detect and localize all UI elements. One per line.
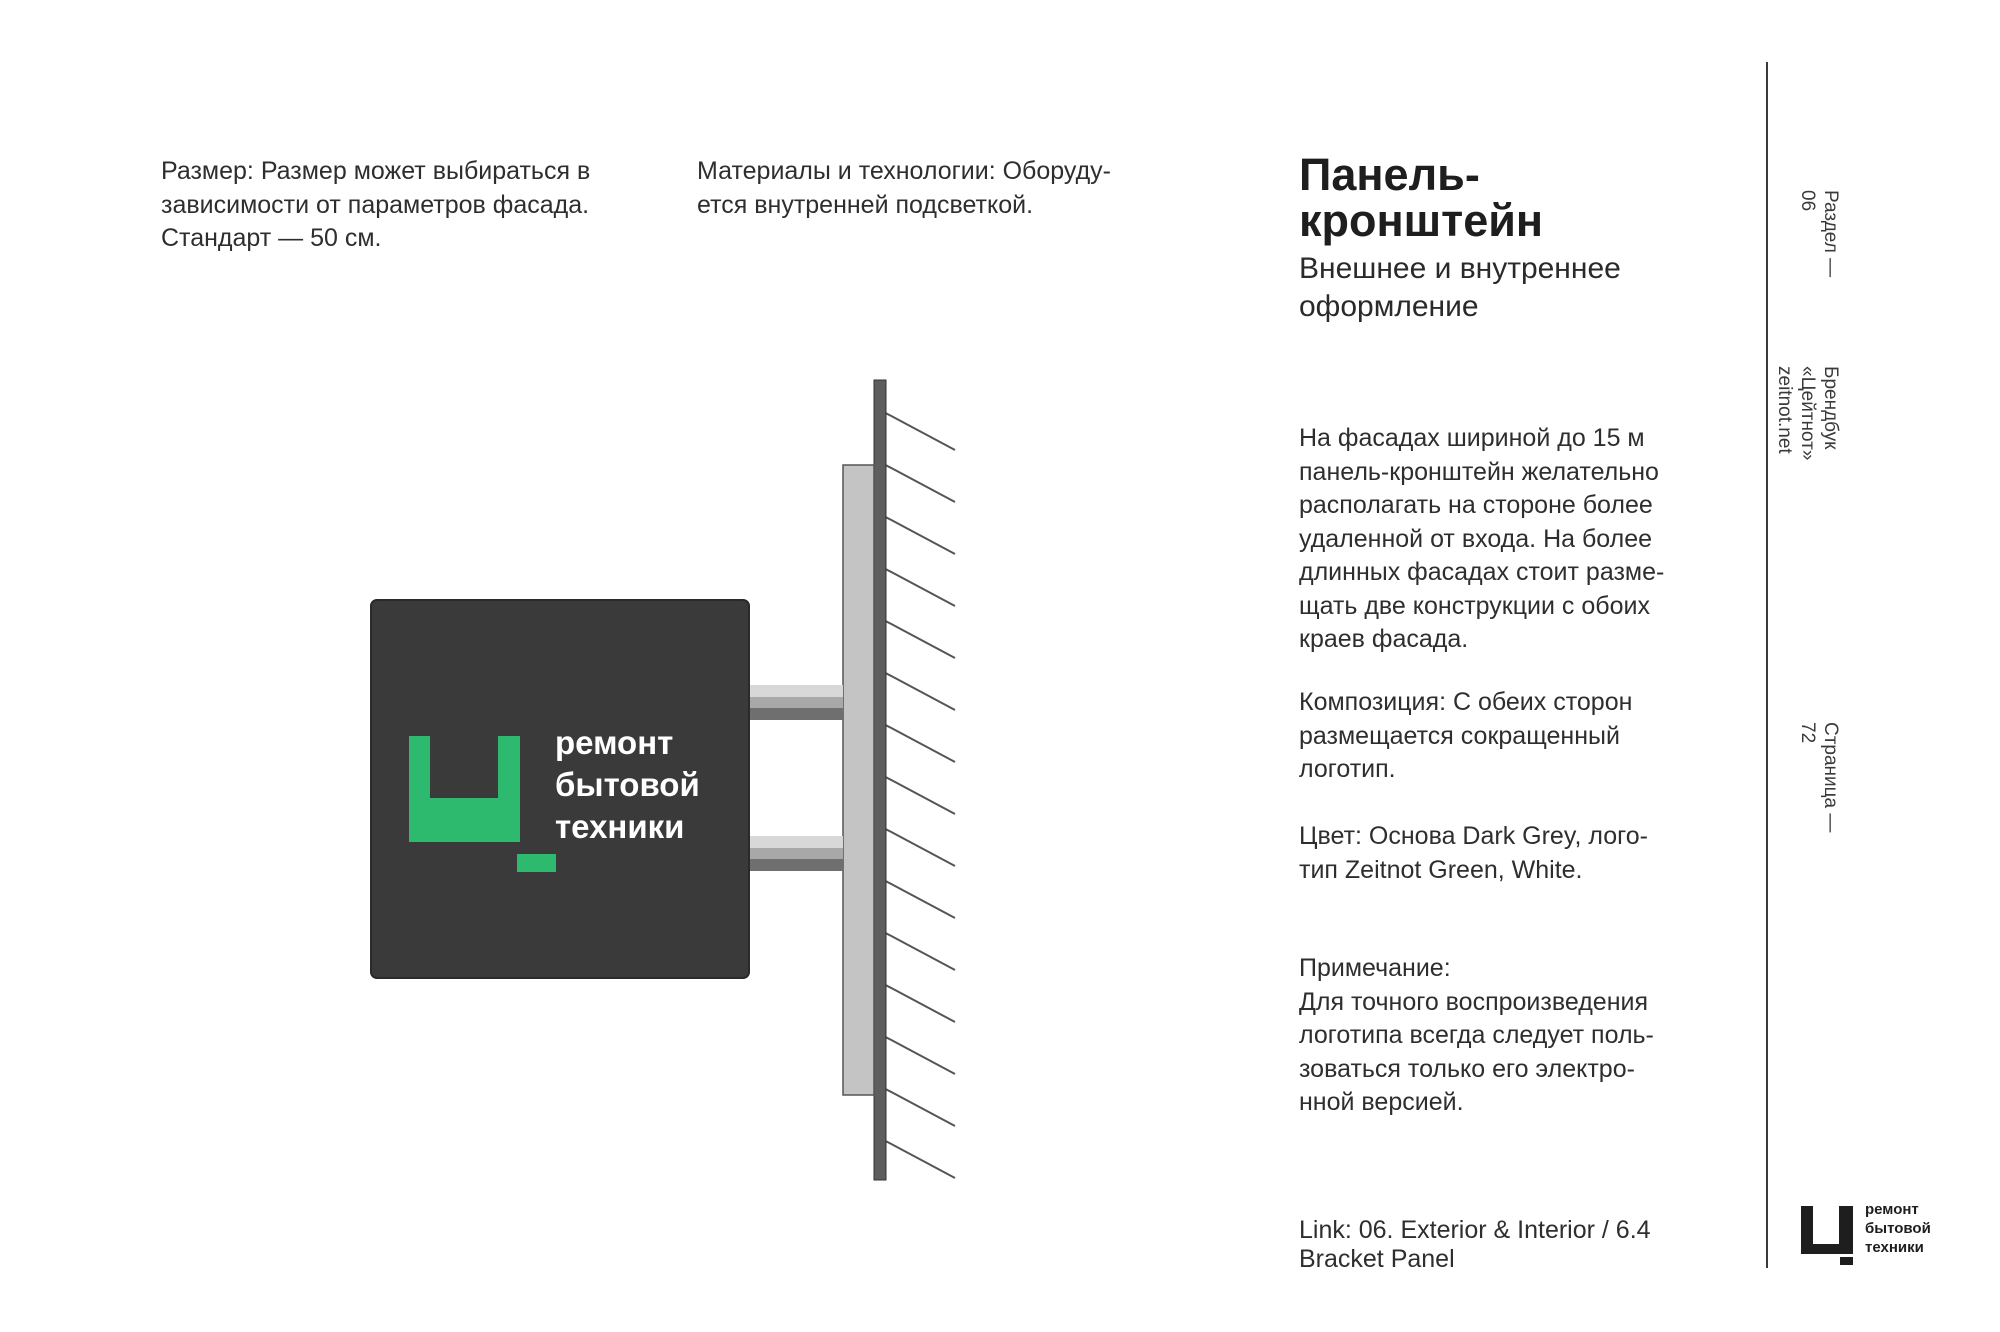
section-link[interactable]: Link: 06. Exterior & Interior / 6.4 Bracket Panel — [1299, 1216, 1651, 1273]
sidebar-page-label: Страница — 72 — [1797, 722, 1841, 833]
brand-logo-text: ремонт бытовой техники — [1865, 1201, 1931, 1256]
sidebar-section-label: Раздел — 06 — [1797, 190, 1841, 278]
note-paragraph: Примечание: Для точного воспроизведения логотипа всегда следует поль- зоваться только его электро- нной версией. — [1299, 954, 1654, 1116]
bracket-arm-bottom — [748, 836, 843, 871]
vertical-divider — [1766, 62, 1768, 1268]
sign-logo-text: ремонт бытовой техники — [555, 724, 700, 845]
bracket-arm-top — [748, 685, 843, 720]
body-paragraph: На фасадах шириной до 15 м панель-кронштейн желательно располагать на стороне более удаленной от входа. На более длинных фасадах стоит разме- щать две конструкции с обоих краев фасада. — [1299, 424, 1665, 653]
sidebar-brandbook-label: Брендбук «Цейтнот» zeitnot.net — [1774, 366, 1841, 461]
color-paragraph: Цвет: Основа Dark Grey, лого- тип Zeitnot Green, White. — [1299, 822, 1648, 884]
wall-hatching — [880, 410, 955, 1178]
spec-size-text: Размер: Размер может выбираться в зависимости от параметров фасада. Стандарт — 50 см. — [161, 157, 591, 252]
wall-line — [874, 380, 886, 1180]
page-title: Панель- кронштейн — [1299, 149, 1544, 246]
mounting-plate — [843, 465, 874, 1095]
composition-paragraph: Композиция: С обеих сторон размещается сокращенный логотип. — [1299, 688, 1633, 783]
spec-materials-text: Материалы и технологии: Оборуду- ется внутренней подсветкой. — [697, 157, 1111, 219]
page-subtitle: Внешнее и внутреннее оформление — [1299, 252, 1621, 323]
